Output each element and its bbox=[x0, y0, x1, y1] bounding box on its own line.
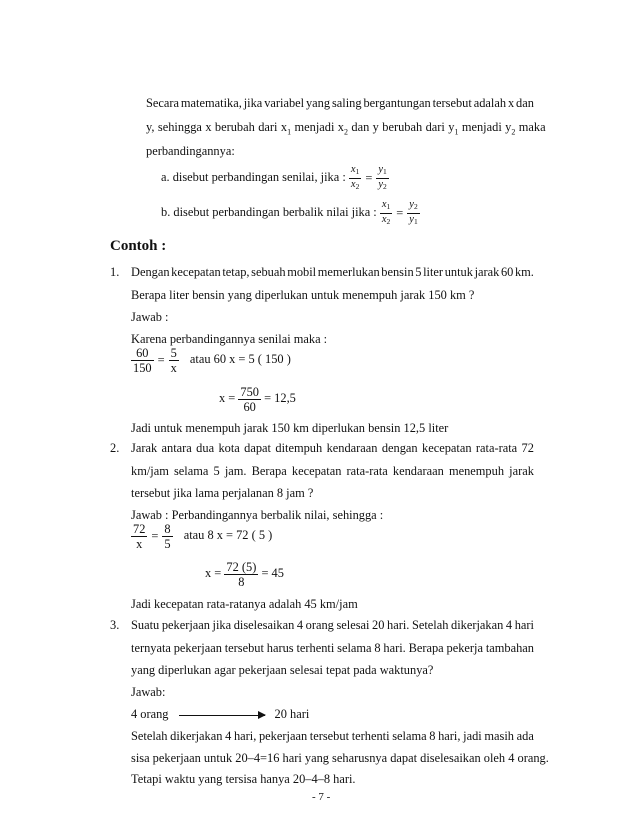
example-1-conclusion: Jadi untuk menempuh jarak 150 km diperlukan bensin 12,5 liter bbox=[131, 421, 449, 435]
fraction-8-over-5: $\frac{8}{5}$ bbox=[164, 521, 171, 551]
word: liter bbox=[423, 265, 444, 279]
word: tersebut bbox=[432, 96, 472, 110]
formula-y1-over-y2: $\frac{y_1}{y_2}$ bbox=[378, 163, 387, 191]
word: bergantungan bbox=[363, 96, 431, 110]
word: hari, bbox=[438, 729, 461, 743]
word: selama bbox=[337, 641, 372, 655]
word: dikerjakan bbox=[170, 729, 223, 743]
word: kota bbox=[218, 441, 240, 455]
word: kecepatan bbox=[171, 265, 221, 279]
example-3-question-line-3: yang diperlukan agar pekerjaan selesai tepat pada waktunya? bbox=[131, 663, 434, 677]
word: matematika, bbox=[180, 96, 242, 110]
example-3-relation: 4 orang 20 hari bbox=[131, 707, 310, 721]
intro-line-3: perbandingannya: bbox=[146, 144, 235, 158]
example-2-question-line-1 bbox=[131, 440, 534, 456]
word: diselesaikan bbox=[233, 618, 295, 632]
example-1-proportion: $\frac{60}{150}$ = $\frac{5}{x}$ atau 60 x = 5 ( 150 ) bbox=[133, 345, 291, 375]
word: jika bbox=[212, 618, 232, 632]
word: variabel bbox=[264, 96, 305, 110]
right-arrow-icon bbox=[179, 715, 265, 716]
word: selama bbox=[173, 464, 209, 478]
word: jika bbox=[243, 96, 263, 110]
example-3-solution-line-1 bbox=[131, 728, 534, 744]
word: kendaraan bbox=[392, 464, 444, 478]
word: hari. bbox=[387, 618, 410, 632]
word: dua bbox=[196, 441, 215, 455]
example-3-question-line-1 bbox=[131, 617, 534, 633]
word: pekerjaan bbox=[173, 641, 222, 655]
example-2-proportion: $\frac{72}{x}$ = $\frac{8}{5}$ atau 8 x = 72 ( 5 ) bbox=[133, 521, 273, 551]
word: masih bbox=[484, 729, 514, 743]
word: hari bbox=[514, 618, 534, 632]
word: Jarak bbox=[131, 441, 158, 455]
word: adalah bbox=[473, 96, 507, 110]
fraction-60-over-150: $\frac{60}{150}$ bbox=[133, 345, 152, 375]
example-1-question-line-1 bbox=[131, 264, 534, 280]
word: rata-rata bbox=[346, 464, 388, 478]
definition-a: a. disebut perbandingan senilai, jika : $\frac{x_1}{x_2}$ = $\frac{y_1}{y_2}$ bbox=[161, 163, 387, 191]
example-3-solution-line-2: sisa pekerjaan untuk 20–4=16 hari yang seharusnya dapat diselesaikan oleh 4 orang. bbox=[131, 751, 549, 765]
word: kecepatan bbox=[291, 464, 342, 478]
word: terhenti bbox=[296, 641, 335, 655]
word: kendaraan bbox=[326, 441, 378, 455]
word: dikerjakan bbox=[451, 618, 504, 632]
word: x bbox=[507, 96, 515, 110]
example-1-reason: Karena perbandingannya senilai maka : bbox=[131, 332, 328, 346]
word: 4 bbox=[225, 729, 232, 743]
word: tambahan bbox=[485, 641, 534, 655]
example-2-answer-label: Jawab : Perbandingannya berbalik nilai, sehingga : bbox=[131, 508, 384, 522]
word: ternyata bbox=[131, 641, 171, 655]
example-1-answer-label: Jawab : bbox=[131, 310, 169, 324]
fraction-5-over-x: $\frac{5}{x}$ bbox=[170, 345, 177, 375]
example-1-solution: x = $\frac{750}{60}$ = 12,5 bbox=[219, 384, 296, 414]
word: Berapa bbox=[408, 641, 444, 655]
word: Setelah bbox=[131, 729, 168, 743]
page-number: - 7 - bbox=[312, 791, 331, 803]
example-2-solution: x = $\frac{72 (5)}{8}$ = 45 bbox=[205, 559, 284, 589]
word: menempuh bbox=[448, 464, 505, 478]
word: 8 bbox=[429, 729, 436, 743]
example-2-question-line-2 bbox=[131, 463, 534, 479]
word: hari. bbox=[383, 641, 406, 655]
word: harus bbox=[266, 641, 294, 655]
word: terhenti bbox=[351, 729, 390, 743]
word: Setelah bbox=[411, 618, 449, 632]
word: Suatu bbox=[131, 618, 160, 632]
word: selama bbox=[392, 729, 427, 743]
example-3-solution-line-3: Tetapi waktu yang tersisa hanya 20–4–8 hari. bbox=[131, 772, 356, 786]
word: Berapa bbox=[251, 464, 287, 478]
word: jam. bbox=[224, 464, 247, 478]
word: saling bbox=[331, 96, 362, 110]
word: dan bbox=[516, 96, 534, 110]
word: pekerja bbox=[446, 641, 483, 655]
definition-a-label: a. disebut perbandingan senilai, jika : bbox=[161, 170, 346, 184]
example-3-answer-label: Jawab: bbox=[131, 685, 166, 699]
word: kecepatan bbox=[422, 441, 472, 455]
word: yang bbox=[305, 96, 331, 110]
word: 8 bbox=[374, 641, 381, 655]
word: tersebut bbox=[224, 641, 264, 655]
word: selesai bbox=[336, 618, 370, 632]
word: sebuah bbox=[251, 265, 286, 279]
intro-line-1 bbox=[146, 95, 534, 111]
word: jarak bbox=[509, 464, 534, 478]
word: untuk bbox=[444, 265, 473, 279]
word: memerlukan bbox=[317, 265, 380, 279]
word: mobil bbox=[287, 265, 317, 279]
word: rata-rata bbox=[475, 441, 518, 455]
example-3-question-line-2 bbox=[131, 640, 534, 656]
example-2-question-line-3: tersebut jika lama perjalanan 8 jam ? bbox=[131, 486, 314, 500]
definition-b-label: b. disebut perbandingan berbalik nilai jika : bbox=[161, 205, 377, 219]
word: tetap, bbox=[222, 265, 250, 279]
word: ditempuh bbox=[275, 441, 323, 455]
word: 72 bbox=[521, 441, 534, 455]
intro-line-2: y, sehingga x berubah dari $x_1$ menjadi $x_2$ dan y berubah dari $y_1$ menjadi $y_2$ maka bbox=[146, 120, 546, 137]
definition-b: b. disebut perbandingan berbalik nilai jika : $\frac{x_1}{x_2}$ = $\frac{y_2}{y_1}$ bbox=[161, 198, 418, 226]
word: bensin bbox=[381, 265, 414, 279]
word: orang bbox=[305, 618, 334, 632]
formula-y2-over-y1: $\frac{y_2}{y_1}$ bbox=[409, 198, 418, 226]
word: 5 bbox=[213, 464, 220, 478]
word: km/jam bbox=[131, 464, 169, 478]
word: hari, bbox=[233, 729, 257, 743]
word: km. bbox=[514, 265, 534, 279]
section-heading: Contoh : bbox=[110, 238, 167, 254]
word: ada bbox=[516, 729, 534, 743]
word: antara bbox=[161, 441, 192, 455]
word: jarak bbox=[474, 265, 500, 279]
fraction-750-over-60: $\frac{750}{60}$ bbox=[240, 384, 259, 414]
example-3-number: 3. bbox=[110, 618, 120, 632]
word: pekerjaan bbox=[258, 729, 308, 743]
word: dapat bbox=[244, 441, 271, 455]
example-1-number: 1. bbox=[110, 265, 120, 279]
formula-x1-over-x2: $\frac{x_1}{x_2}$ bbox=[381, 198, 391, 226]
word: dengan bbox=[381, 441, 418, 455]
word: Dengan bbox=[131, 265, 170, 279]
example-1-question-line-2: Berapa liter bensin yang diperlukan untuk menempuh jarak 150 km ? bbox=[131, 288, 475, 302]
word: pekerjaan bbox=[161, 618, 210, 632]
word: tersebut bbox=[309, 729, 350, 743]
example-2-conclusion: Jadi kecepatan rata-ratanya adalah 45 km/jam bbox=[131, 597, 358, 611]
word: Secara bbox=[146, 96, 180, 110]
word: 5 bbox=[415, 265, 422, 279]
word: 4 bbox=[296, 618, 304, 632]
word: 4 bbox=[505, 618, 513, 632]
fraction-72-over-x: $\frac{72}{x}$ bbox=[133, 521, 146, 551]
formula-x1-over-x2: $\frac{x_1}{x_2}$ bbox=[350, 163, 360, 191]
word: 60 bbox=[500, 265, 514, 279]
word: 20 bbox=[372, 618, 385, 632]
fraction-72x5-over-8: $\frac{72 (5)}{8}$ bbox=[226, 559, 257, 589]
example-2-number: 2. bbox=[110, 441, 120, 455]
word: jadi bbox=[463, 729, 482, 743]
